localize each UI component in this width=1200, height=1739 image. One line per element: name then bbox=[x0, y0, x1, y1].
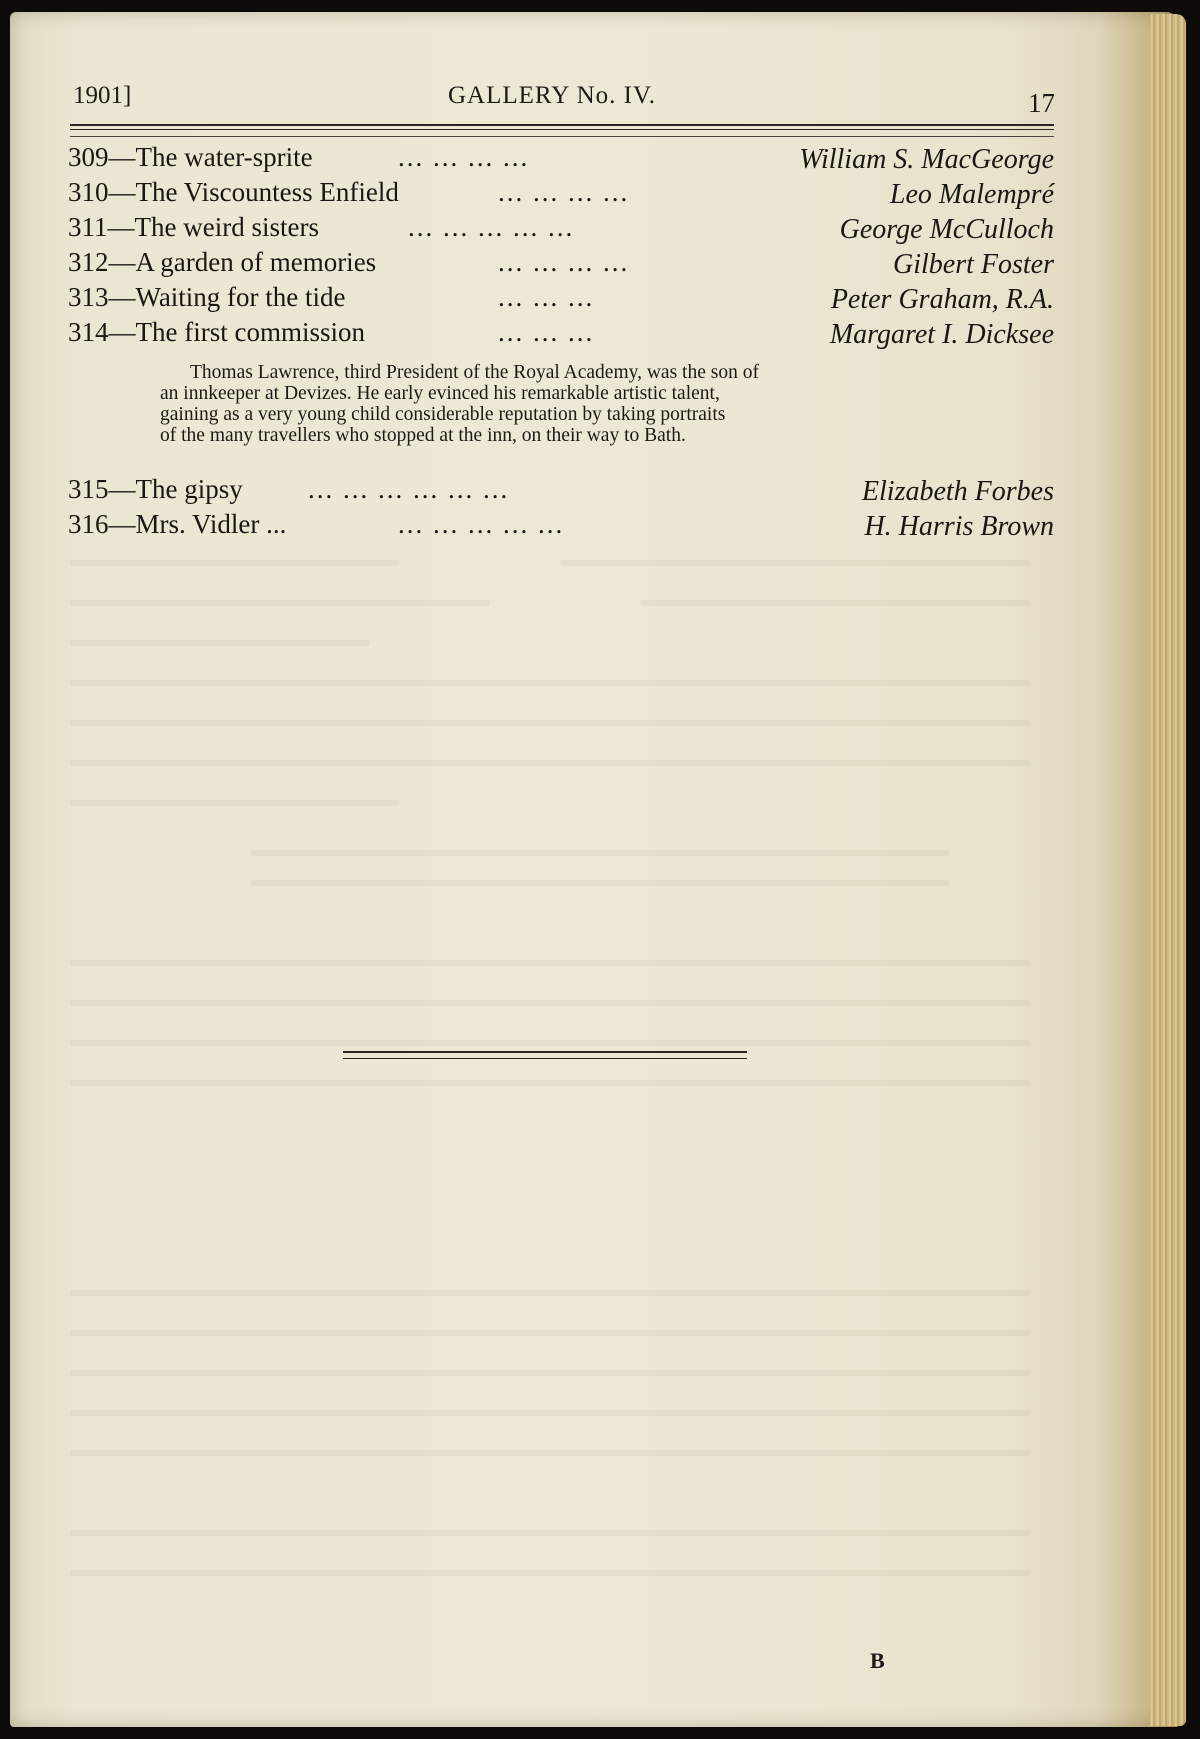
entry-artist: William S. MacGeorge bbox=[799, 144, 1054, 175]
entry-artist: Elizabeth Forbes bbox=[861, 476, 1054, 507]
page-number: 17 bbox=[1028, 88, 1055, 118]
entry-title: 314—The first commission bbox=[68, 317, 365, 347]
catalogue-list bbox=[68, 142, 1054, 352]
gallery-title: GALLERY No. IV. bbox=[448, 82, 657, 109]
catalogue-entry bbox=[68, 282, 1054, 317]
leader-dots: ... ... ... bbox=[498, 317, 595, 347]
catalogue-entry bbox=[68, 509, 1054, 544]
entry-artist: Margaret I. Dicksee bbox=[829, 319, 1054, 350]
header-rule bbox=[70, 124, 1054, 126]
catalogue-entry bbox=[68, 474, 1054, 509]
header-rule bbox=[70, 129, 1054, 130]
catalogue-entry bbox=[68, 177, 1054, 212]
section-end-rule bbox=[343, 1051, 747, 1053]
catalogue-entry bbox=[68, 142, 1054, 177]
entry-title: 316—Mrs. Vidler ... bbox=[68, 509, 287, 539]
leader-dots: ... ... ... ... bbox=[498, 177, 630, 207]
entry-artist: Gilbert Foster bbox=[893, 249, 1054, 280]
leader-dots: ... ... ... bbox=[498, 282, 595, 312]
leader-dots: ... ... ... ... ... bbox=[408, 212, 575, 242]
entry-artist: George McCulloch bbox=[839, 214, 1054, 245]
note-line: an innkeeper at Devizes. He early evinced his remarkable artistic talent, bbox=[160, 383, 720, 404]
catalogue-list bbox=[68, 474, 1054, 544]
signature-mark: B bbox=[870, 1648, 885, 1673]
header-rule bbox=[70, 136, 1054, 137]
leader-dots: ... ... ... ... bbox=[498, 247, 630, 277]
catalogue-entry bbox=[68, 212, 1054, 247]
entry-artist: Peter Graham, R.A. bbox=[830, 284, 1054, 315]
note-line: of the many travellers who stopped at the inn, on their way to Bath. bbox=[160, 425, 686, 446]
entry-title: 312—A garden of memories bbox=[68, 247, 377, 277]
entry-title: 313—Waiting for the tide bbox=[68, 282, 346, 312]
entry-title: 309—The water-sprite bbox=[68, 142, 313, 172]
leader-dots: ... ... ... ... ... ... bbox=[308, 474, 510, 504]
catalogue-entry bbox=[68, 317, 1054, 352]
entry-artist: Leo Malempré bbox=[889, 179, 1054, 210]
leader-dots: ... ... ... ... bbox=[398, 142, 530, 172]
entry-title: 315—The gipsy bbox=[68, 474, 243, 504]
entry-artist: H. Harris Brown bbox=[864, 511, 1054, 542]
note-line: gaining as a very young child considerable reputation by taking portraits bbox=[160, 404, 726, 425]
year-header: 1901] bbox=[73, 82, 132, 109]
leader-dots: ... ... ... ... ... bbox=[398, 509, 565, 539]
section-end-rule bbox=[343, 1058, 747, 1059]
note-line: Thomas Lawrence, third President of the Royal Academy, was the son of bbox=[190, 362, 759, 383]
catalogue-entry bbox=[68, 247, 1054, 282]
entry-title: 310—The Viscountess Enfield bbox=[68, 177, 399, 207]
entry-title: 311—The weird sisters bbox=[68, 212, 319, 242]
biographical-note bbox=[160, 362, 950, 446]
